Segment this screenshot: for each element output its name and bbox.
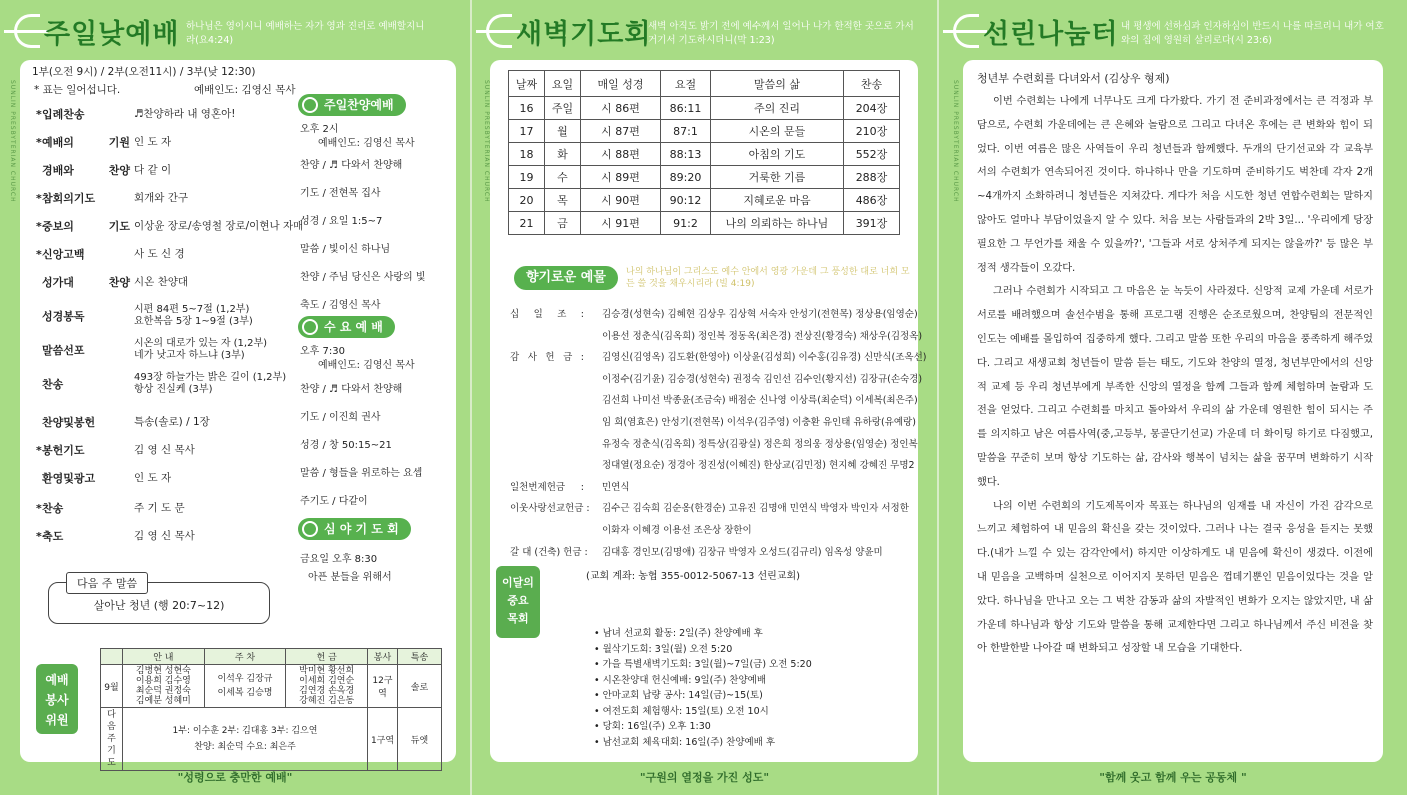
duty-guide: 김병현 성현숙 이용희 김수영 최순덕 권정숙 김예분 성혜미 bbox=[123, 665, 205, 708]
month-item: • 시온찬양대 헌신예배: 9일(주) 찬양예배 bbox=[594, 673, 812, 689]
donor-label: 이웃사랑선교헌금 : bbox=[510, 503, 590, 515]
donor-label: 십 일 조 : bbox=[510, 309, 584, 320]
month-item: • 안마교회 납량 공사: 14일(금)~15(토) bbox=[594, 688, 812, 704]
duty-next-label: 다음주 기 도 bbox=[101, 708, 123, 771]
dawn-row bbox=[509, 212, 900, 235]
duty-special: 솔로 bbox=[398, 665, 442, 708]
order-label: 찬송 bbox=[42, 378, 64, 391]
order-value bbox=[134, 192, 302, 205]
order-value bbox=[134, 164, 302, 177]
donor-title: 향기로운 예물 bbox=[514, 266, 618, 290]
duty-badge-line: 봉사 bbox=[45, 693, 69, 707]
dawn-row bbox=[509, 97, 900, 120]
side-label: SUNLIN PRESBYTERIAN CHURCH bbox=[9, 80, 16, 203]
dawn-cell: 금 bbox=[545, 212, 581, 235]
dawn-cell: 89:20 bbox=[661, 166, 711, 189]
dawn-cell: 아침의 기도 bbox=[711, 143, 844, 166]
night-time: 금요일 오후 8:30 bbox=[300, 554, 378, 565]
order-label: * 신앙고백 bbox=[42, 248, 130, 261]
dawn-cell: 19 bbox=[509, 166, 545, 189]
duty-badge-line: 위원 bbox=[45, 713, 69, 727]
order-value bbox=[134, 502, 302, 515]
wednesday-time: 오후 7:30 bbox=[300, 346, 345, 357]
dawn-cell: 시 87편 bbox=[581, 120, 661, 143]
duty-next-service: 1구역 bbox=[368, 708, 398, 771]
dawn-table bbox=[508, 70, 900, 235]
donor-names: 정대열(정요순) 정경아 정진성(이혜진) 한상교(김민정) 현지혜 강혜진 무명2 bbox=[602, 460, 915, 472]
order-value bbox=[134, 444, 302, 457]
dawn-cell: 204장 bbox=[844, 97, 900, 120]
duty-header: 봉사 bbox=[368, 649, 398, 665]
dawn-cell: 월 bbox=[545, 120, 581, 143]
sunday-worship-panel bbox=[0, 0, 470, 795]
sunday-sheet bbox=[20, 60, 456, 768]
dawn-cell: 86:11 bbox=[661, 97, 711, 120]
month-item: • 남녀 선교회 활동: 2일(주) 찬양예배 후 bbox=[594, 626, 812, 642]
dawn-verse: 새벽 아직도 밝기 전에 예수께서 일어나 나가 한적한 곳으로 가서 거기서 기도하시더니(막 1:23) bbox=[648, 21, 914, 46]
donor-names: 이화자 이혜경 이용선 조은상 장한이 bbox=[602, 525, 752, 536]
sunday-leader: 예배인도: 김영신 목사 bbox=[194, 84, 296, 96]
church-account: (교회 계좌: 농협 355-0012-5067-13 선린교회) bbox=[586, 571, 801, 582]
order-label: * 입례찬송 bbox=[42, 108, 130, 121]
order-value-line: 다 같 이 bbox=[134, 164, 172, 176]
donor-names: 김영신(김영옥) 김도환(한영아) 이상윤(김성희) 이수홍(김유경) 신만식(조옥선) bbox=[602, 352, 927, 364]
order-value-line: 시편 84편 5~7절 (1,2부) bbox=[134, 304, 250, 315]
praise-pill bbox=[298, 94, 406, 116]
order-value bbox=[134, 276, 302, 289]
order-value-line: 김 영 신 목사 bbox=[134, 444, 195, 456]
dawn-cell: 21 bbox=[509, 212, 545, 235]
wednesday-line: 기도 / 이진희 권사 bbox=[300, 412, 381, 423]
sharing-header bbox=[939, 0, 1407, 62]
duty-header: 특송 bbox=[398, 649, 442, 665]
praise-leader: 예배인도: 김영신 목사 bbox=[318, 138, 415, 149]
dawn-cell: 18 bbox=[509, 143, 545, 166]
church-arc-line bbox=[943, 30, 987, 33]
duty-header: 주 차 bbox=[204, 649, 286, 665]
duty-next-special: 듀엣 bbox=[398, 708, 442, 771]
wednesday-leader: 예배인도: 김영신 목사 bbox=[318, 360, 415, 371]
wednesday-line: 성경 / 창 50:15~21 bbox=[300, 440, 392, 451]
donor-names: 유정숙 정춘식(김옥희) 정특상(김광실) 정은희 정의웅 정상용(임영순) 정인복 bbox=[602, 438, 918, 450]
praise-line: 말씀 / 빛이신 하나님 bbox=[300, 244, 391, 255]
dawn-cell: 주일 bbox=[545, 97, 581, 120]
order-label: * 찬송 bbox=[42, 502, 130, 515]
order-label: 성경봉독 bbox=[42, 310, 85, 323]
side-label: SUNLIN PRESBYTERIAN CHURCH bbox=[952, 80, 959, 203]
donor-names: 김승경(성현숙) 김혜현 김상우 김상혁 서숙자 안성기(전현목) 정상용(임영순) bbox=[602, 309, 918, 320]
order-value bbox=[134, 108, 302, 121]
month-item: • 월삭기도회: 3일(월) 오전 5:20 bbox=[594, 642, 812, 658]
praise-line: 찬양 / ♬ 다와서 찬양해 bbox=[300, 160, 403, 171]
order-label: 말씀선포 bbox=[42, 344, 85, 357]
dawn-row bbox=[509, 120, 900, 143]
essay-paragraph: 이번 수련회는 나에게 너무나도 크게 다가왔다. 가기 전 준비과정에서는 큰 걱정과 부담으로, 수련회 가운데에는 큰 은혜와 놀람으로 그리고 다녀온 후에는 큰 변화와 힘이 되었다. 이번 여름은 많은 사역들이 우리 청년들과 함께했다. 두개의 단기선교와 각 교육부서의 수련회가 연속되어진 것이다. 하나하나 만을 기도하며 준비하기도 벅찬데 각자 2개~4개까지 소화하려니 청년들은 지쳐갔다. 게다가 처음 시도한 청년 연합수련회는 말하지 않아도 얼마나 부담이었을지 알 수 있다. 처음 보는 사람들과의 2박 3일... '우리에게 당장 필요한 그 무언가를 채울 수 있을까?', '그들과 서로 상처주게 되지는 않을까?' 등 많은 부정적 생각들이 오갔다. bbox=[977, 96, 1373, 274]
order-value-line: 인 도 자 bbox=[134, 472, 172, 484]
month-item: • 당회: 16일(주) 오후 1:30 bbox=[594, 719, 812, 735]
order-label: 성가대 찬양 bbox=[42, 276, 130, 289]
duty-header-blank bbox=[101, 649, 123, 665]
donor-names: 임 희(염효은) 안성기(전현목) 이석우(김주영) 이충환 유인태 유하랑(유예랑) bbox=[602, 417, 916, 428]
order-label: * 축도 bbox=[42, 530, 130, 543]
order-value-line: 네가 낫고자 하느냐 (3부) bbox=[134, 350, 245, 361]
dawn-cell: 거룩한 기름 bbox=[711, 166, 844, 189]
dawn-cell: 17 bbox=[509, 120, 545, 143]
donor-label: 갈 대 (건축) 헌금 : bbox=[510, 546, 588, 558]
next-week-box: 살아난 청년 (행 20:7~12) bbox=[48, 582, 270, 624]
dawn-cell: 시 90편 bbox=[581, 189, 661, 212]
dawn-cell: 20 bbox=[509, 189, 545, 212]
order-value bbox=[134, 304, 302, 328]
dawn-header: 날짜 bbox=[509, 71, 545, 97]
order-value bbox=[134, 416, 302, 429]
standing-notice-text: * 표는 일어섭니다. bbox=[34, 84, 121, 96]
dawn-cell: 시 91편 bbox=[581, 212, 661, 235]
dawn-cell: 주의 진리 bbox=[711, 97, 844, 120]
duty-next-cell bbox=[123, 708, 368, 771]
order-label: 경배와 찬양 bbox=[42, 164, 130, 177]
sunday-footer: "성령으로 충만한 예배" bbox=[177, 771, 293, 784]
duty-table bbox=[100, 648, 442, 771]
order-value-line: 493장 하늘가는 밝은 길이 (1,2부) bbox=[134, 372, 287, 383]
order-value-line: 시온의 대로가 있는 자 (1,2부) bbox=[134, 338, 268, 349]
order-value-line: 특송(솔로) / 1장 bbox=[134, 416, 210, 428]
duty-month: 9월 bbox=[101, 665, 123, 708]
order-value-line: 사 도 신 경 bbox=[134, 248, 185, 260]
dawn-header-row bbox=[509, 71, 900, 97]
sunday-title: 주일낮예배 bbox=[44, 19, 180, 50]
sharing-title: 선린나눔터 bbox=[983, 19, 1119, 50]
dawn-header: 요절 bbox=[661, 71, 711, 97]
dawn-cell: 시 88편 bbox=[581, 143, 661, 166]
order-value-line: 인 도 자 bbox=[134, 136, 172, 148]
dawn-header: 요일 bbox=[545, 71, 581, 97]
order-value bbox=[134, 472, 302, 485]
dawn-cell: 화 bbox=[545, 143, 581, 166]
donor-names: 민연식 bbox=[602, 481, 630, 493]
night-title: 심 야 기 도 회 bbox=[324, 522, 399, 536]
dawn-row bbox=[509, 143, 900, 166]
donor-names: 이용선 정춘식(김옥희) 정인복 정동옥(최은경) 전상진(황경숙) 채상우(김정옥) bbox=[602, 330, 923, 342]
duty-next-line: 찬양: 최순덕 수요: 최은주 bbox=[194, 742, 296, 752]
church-arc-line bbox=[4, 30, 48, 33]
sharing-panel bbox=[939, 0, 1407, 795]
order-value bbox=[134, 220, 302, 233]
month-badge-line: 중요 bbox=[507, 594, 529, 607]
night-desc: 아픈 분들을 위해서 bbox=[308, 572, 392, 583]
dawn-title: 새벽기도회 bbox=[516, 19, 652, 50]
order-value-line: 김 영 신 목사 bbox=[134, 530, 195, 542]
sharing-verse: 내 평생에 선하심과 인자하심이 반드시 나를 따르리니 내가 여호와의 집에 영원히 살리로다(시 23:6) bbox=[1121, 21, 1384, 46]
dawn-cell: 16 bbox=[509, 97, 545, 120]
order-label: 환영및광고 bbox=[42, 472, 96, 485]
praise-line: 성경 / 요일 1:5~7 bbox=[300, 216, 383, 227]
sharing-footer: "함께 웃고 함께 우는 공동체 " bbox=[1099, 771, 1247, 784]
dawn-prayer-panel bbox=[472, 0, 937, 795]
order-label: * 참회의기도 bbox=[42, 192, 130, 205]
sharing-sheet bbox=[963, 60, 1383, 762]
donor-verse: 나의 하나님이 그리스도 예수 안에서 영광 가운데 그 풍성한 대로 너희 모든 쓸 것을 채우시리라 (빌 4:19) bbox=[626, 267, 910, 289]
order-label: * 중보의 기도 bbox=[42, 220, 130, 233]
dawn-row bbox=[509, 189, 900, 212]
duty-next-row bbox=[101, 708, 442, 771]
month-item: • 가을 특별새벽기도회: 3일(월)~7일(금) 오전 5:20 bbox=[594, 657, 812, 673]
duty-badge bbox=[36, 664, 78, 734]
donor-names: 김선희 나미선 박종윤(조금숙) 배점순 신나영 이상륵(최순덕) 이세복(최은주) bbox=[602, 395, 918, 407]
order-value-line: 항상 진실케 (3부) bbox=[134, 384, 213, 395]
donor-names: 김대홍 경인모(김명애) 김장규 박영자 오성드(김규리) 임옥성 양윤미 bbox=[602, 546, 883, 558]
dawn-cell: 552장 bbox=[844, 143, 900, 166]
dawn-cell: 나의 의뢰하는 하나님 bbox=[711, 212, 844, 235]
essay-title: 청년부 수련회를 다녀와서 (김상우 형제) bbox=[977, 72, 1170, 85]
duty-offering: 박미현 황선희 이세희 김연순 김연경 손옥경 강혜진 김은동 bbox=[286, 665, 368, 708]
dawn-cell: 90:12 bbox=[661, 189, 711, 212]
donor-names: 김수근 김숙희 김순옹(한경순) 고유진 김명애 민연식 박영자 박인자 서정한 bbox=[602, 503, 909, 515]
dawn-cell: 87:1 bbox=[661, 120, 711, 143]
duty-next-line: 1부: 이수훈 2부: 김대홍 3부: 김으연 bbox=[172, 726, 318, 736]
order-value-line: 시온 찬양대 bbox=[134, 276, 189, 288]
order-value bbox=[134, 338, 302, 362]
duty-parking: 이석우 김장규 이세복 김승명 bbox=[204, 665, 286, 708]
duty-service: 12구역 bbox=[368, 665, 398, 708]
duty-header: 안 내 bbox=[123, 649, 205, 665]
duty-badge-line: 예배 bbox=[45, 673, 69, 687]
ring-icon bbox=[302, 319, 318, 335]
dawn-cell: 목 bbox=[545, 189, 581, 212]
month-badge-line: 목회 bbox=[507, 612, 529, 625]
donor-label: 감 사 헌 금 : bbox=[510, 352, 584, 364]
month-item: • 여전도회 체험행사: 15일(토) 오전 10시 bbox=[594, 704, 812, 720]
essay-body bbox=[977, 90, 1373, 661]
praise-time: 오후 2시 bbox=[300, 124, 339, 135]
order-value-line: 주 기 도 문 bbox=[134, 502, 185, 514]
month-badge bbox=[496, 566, 540, 638]
dawn-footer: "구원의 열정을 가진 성도" bbox=[639, 771, 770, 784]
praise-line: 축도 / 김영신 목사 bbox=[300, 300, 381, 311]
order-value-line: ♬찬양하라 내 영혼아! bbox=[134, 108, 236, 120]
dawn-cell: 91:2 bbox=[661, 212, 711, 235]
month-item: • 남선교회 체육대회: 16일(주) 찬양예배 후 bbox=[594, 735, 812, 751]
service-times: 1부(오전 9시) / 2부(오전11시) / 3부(낮 12:30) bbox=[32, 66, 256, 78]
dawn-header: 매일 성경 bbox=[581, 71, 661, 97]
month-list bbox=[594, 626, 812, 750]
order-value-line: 회개와 간구 bbox=[134, 192, 189, 204]
essay-paragraph: 그러나 수련회가 시작되고 그 마음은 눈 녹듯이 사라졌다. 신앙적 교제 가운데 서로가 서로를 배려했으며 솔선수범을 통해 프로그램 진행은 순조로웠으며, 찬양팀의 전문적인 인도는 예배를 몰입하여 집중하게 했다. 그리고 말씀 또한 우리의 마음을 풍족하게 해주었다. 그리고 새생교회 청년들이 말씀 듣는 태도, 기도와 찬양의 열정, 청년부만에서의 신앙적 교제 등 우리 청년부에게 부족한 신앙의 열정을 함께 그들과 함께 체험하며 놀람과 도전을 얻었다. 그리고 수련회를 마치고 돌아와서 우리의 삶 가운데 영원한 힘이 되시는 주를 의지하고 남은 여름사역(중,고등부, 몽골단기선교) 가운데 더 화이팅 하기로 다짐했고, 말씀을 꾸준히 보며 항상 기도하는 삶, 감사와 행복이 넘치는 삶을 꿈꾸며 변화하기 시작했다. bbox=[977, 286, 1373, 488]
dawn-header: 말씀의 삶 bbox=[711, 71, 844, 97]
church-arc-line bbox=[476, 30, 520, 33]
standing-notice bbox=[34, 82, 296, 97]
ring-icon bbox=[302, 521, 318, 537]
wednesday-title: 수 요 예 배 bbox=[324, 320, 383, 334]
side-label: SUNLIN PRESBYTERIAN CHURCH bbox=[483, 80, 490, 203]
dawn-cell: 210장 bbox=[844, 120, 900, 143]
essay-paragraph: 나의 이번 수련회의 기도제목이자 목표는 하나님의 임재를 내 자신이 가진 감각으로 느끼고 체험하여 내 믿음의 확신을 갖는 것이었다. 그러나 나는 결국 응성을 듣지는 못했다.(내가 느낄 수 있는 감각안에서) 하지만 이상하게도 내 믿음에 확신이 생겼다. 이전에 내 믿음을 고백하며 실천으로 이어지지 못하던 믿음은 껍데기뿐인 믿음이었다는 것을 알았다. 하나님을 만나고 오는 그 벅찬 감동과 삶의 자발적인 변화가 오지는 않았지만, 내 삶 가운데 하나님과 항상 기도와 말씀을 통해 교제한다면 그리고 하나님께서 주신 비전을 찾아 한발한발 나아갈 때 변화되고 성장할 내 모습을 기대한다. bbox=[977, 500, 1373, 655]
night-pill bbox=[298, 518, 411, 540]
duty-header-row bbox=[101, 649, 442, 665]
month-badge-line: 이달의 bbox=[502, 576, 534, 589]
wednesday-line: 주기도 / 다같이 bbox=[300, 496, 368, 507]
order-label: * 예배의 기원 bbox=[42, 136, 130, 149]
order-label: 찬양및봉헌 bbox=[42, 416, 96, 429]
dawn-cell: 시 89편 bbox=[581, 166, 661, 189]
wednesday-line: 말씀 / 형들을 위로하는 요셉 bbox=[300, 468, 423, 479]
donor-label: 일천번제헌금 : bbox=[510, 481, 584, 493]
dawn-cell: 시 86편 bbox=[581, 97, 661, 120]
order-value bbox=[134, 248, 302, 261]
dawn-cell: 486장 bbox=[844, 189, 900, 212]
next-week-label: 다음 주 말씀 bbox=[66, 572, 148, 594]
order-value-line: 요한복음 5장 1~9절 (3부) bbox=[134, 316, 253, 327]
dawn-row bbox=[509, 166, 900, 189]
order-value-line: 이상윤 장로/송영철 장로/이현나 자매 bbox=[134, 220, 304, 232]
dawn-cell: 시온의 문들 bbox=[711, 120, 844, 143]
dawn-cell: 88:13 bbox=[661, 143, 711, 166]
order-label: * 봉헌기도 bbox=[42, 444, 130, 457]
wednesday-pill bbox=[298, 316, 395, 338]
ring-icon bbox=[302, 97, 318, 113]
donor-names: 이정수(김기윤) 김승경(성현숙) 권정숙 김인선 김수인(황지선) 김장규(손숙경) bbox=[602, 373, 923, 385]
praise-line: 기도 / 전현목 집사 bbox=[300, 188, 381, 199]
duty-header: 헌 금 bbox=[286, 649, 368, 665]
dawn-cell: 수 bbox=[545, 166, 581, 189]
sunday-verse: 하나님은 영이시니 예배하는 자가 영과 진리로 예배할지니라(요4:24) bbox=[186, 21, 425, 46]
order-value bbox=[134, 372, 302, 396]
dawn-header: 찬송 bbox=[844, 71, 900, 97]
dawn-header bbox=[472, 0, 937, 62]
dawn-sheet bbox=[490, 60, 927, 762]
dawn-cell: 지혜로운 마음 bbox=[711, 189, 844, 212]
order-value bbox=[134, 530, 302, 543]
praise-title: 주일찬양예배 bbox=[324, 98, 394, 112]
wednesday-line: 찬양 / ♬ 다와서 찬양해 bbox=[300, 384, 403, 395]
praise-line: 찬양 / 주님 당신은 사랑의 빛 bbox=[300, 272, 426, 283]
duty-month-row bbox=[101, 665, 442, 708]
order-value bbox=[134, 136, 302, 149]
sunday-header bbox=[0, 0, 470, 62]
dawn-cell: 391장 bbox=[844, 212, 900, 235]
dawn-cell: 288장 bbox=[844, 166, 900, 189]
